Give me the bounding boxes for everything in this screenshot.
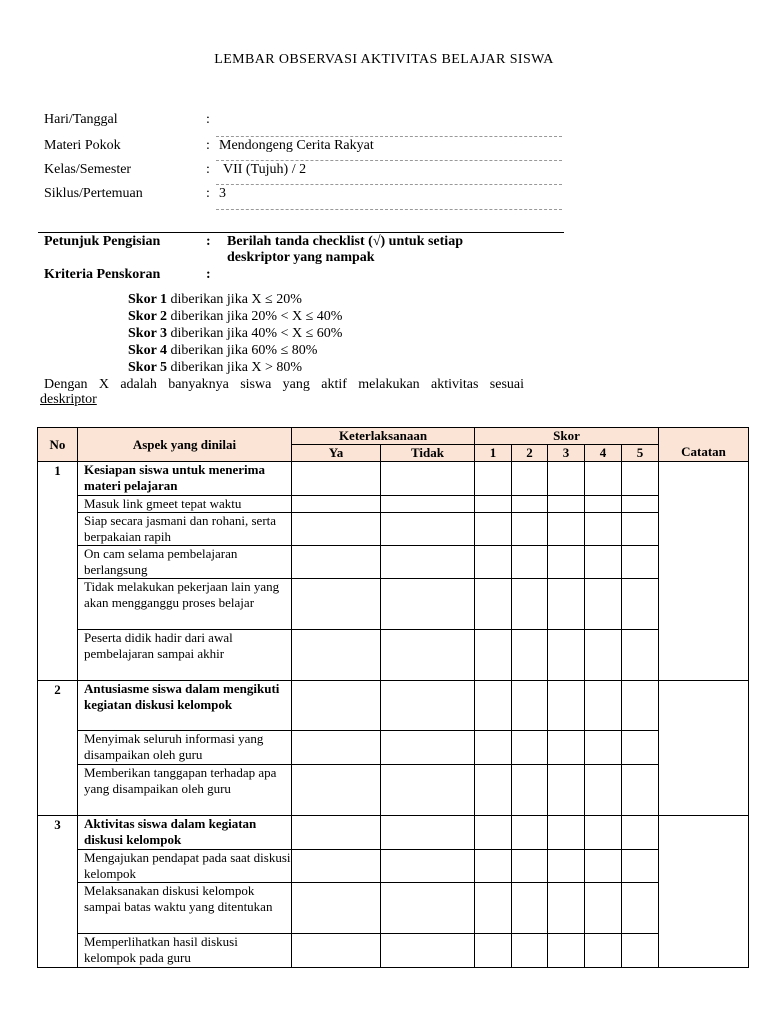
skor-cell[interactable]	[585, 462, 622, 496]
header-skor: Skor	[475, 428, 659, 445]
skor-cell[interactable]	[622, 630, 659, 681]
skor-cell[interactable]	[622, 765, 659, 816]
skor-cell[interactable]	[512, 765, 548, 816]
tidak-cell[interactable]	[381, 513, 475, 546]
skor-cell[interactable]	[548, 934, 585, 968]
skor-cell[interactable]	[548, 513, 585, 546]
skor-cell[interactable]	[475, 462, 512, 496]
table-row	[38, 883, 749, 934]
skor-cell[interactable]	[622, 513, 659, 546]
skor-cell[interactable]	[512, 579, 548, 630]
skor-cell[interactable]	[548, 546, 585, 579]
info-label-materi: Materi Pokok	[44, 138, 121, 153]
info-colon: :	[206, 267, 211, 282]
note-text-2: deskriptor	[40, 392, 97, 407]
dotted-line	[216, 160, 562, 161]
tidak-cell[interactable]	[381, 934, 475, 968]
score-criterion: Skor 2 diberikan jika 20% < X ≤ 40%	[128, 309, 343, 324]
descriptor-cell: Masuk link gmeet tepat waktu	[78, 496, 292, 513]
skor-cell[interactable]	[585, 496, 622, 513]
skor-cell[interactable]	[512, 850, 548, 883]
tidak-cell[interactable]	[381, 883, 475, 934]
descriptor-cell: Siap secara jasmani dan rohani, serta berpakaian rapih	[78, 513, 292, 546]
skor-cell[interactable]	[512, 934, 548, 968]
ya-cell[interactable]	[292, 513, 381, 546]
score-criterion: Skor 1 diberikan jika X ≤ 20%	[128, 292, 302, 307]
table-row	[38, 579, 749, 630]
skor-cell[interactable]	[622, 579, 659, 630]
ya-cell[interactable]	[292, 731, 381, 765]
skor-cell[interactable]	[548, 850, 585, 883]
table-row	[38, 462, 749, 496]
petunjuk-text-2: deskriptor yang nampak	[227, 250, 375, 265]
note-text: Dengan X adalah banyaknya siswa yang aktif melakukan aktivitas sesuai	[44, 377, 524, 392]
skor-cell[interactable]	[512, 883, 548, 934]
descriptor-cell: Menyimak seluruh informasi yang disampaikan oleh guru	[78, 731, 292, 765]
header-keterlaksanaan: Keterlaksanaan	[292, 428, 475, 445]
skor-cell[interactable]	[622, 546, 659, 579]
tidak-cell[interactable]	[381, 681, 475, 731]
aspect-cell: Antusiasme siswa dalam mengikuti kegiatan diskusi kelompok	[78, 681, 292, 731]
info-value-kelas: VII (Tujuh) / 2	[223, 162, 307, 177]
skor-cell[interactable]	[512, 496, 548, 513]
skor-cell[interactable]	[475, 731, 512, 765]
descriptor-cell: Memperlihatkan hasil diskusi kelompok pada guru	[78, 934, 292, 968]
ya-cell[interactable]	[292, 462, 381, 496]
info-label-siklus: Siklus/Pertemuan	[44, 186, 143, 201]
skor-cell[interactable]	[548, 496, 585, 513]
tidak-cell[interactable]	[381, 816, 475, 850]
skor-cell[interactable]	[622, 850, 659, 883]
skor-cell[interactable]	[512, 462, 548, 496]
skor-cell[interactable]	[622, 496, 659, 513]
tidak-cell[interactable]	[381, 496, 475, 513]
header-tidak: Tidak	[381, 445, 475, 462]
skor-cell[interactable]	[548, 883, 585, 934]
row-no: 1	[38, 462, 78, 681]
skor-cell[interactable]	[475, 934, 512, 968]
dotted-line	[216, 136, 562, 137]
page-title: LEMBAR OBSERVASI AKTIVITAS BELAJAR SISWA	[214, 52, 554, 67]
header-ya: Ya	[292, 445, 381, 462]
row-no: 2	[38, 681, 78, 816]
skor-cell[interactable]	[512, 731, 548, 765]
skor-cell[interactable]	[585, 630, 622, 681]
row-no: 3	[38, 816, 78, 968]
catatan-cell[interactable]	[659, 462, 749, 681]
skor-cell[interactable]	[622, 816, 659, 850]
skor-cell[interactable]	[512, 681, 548, 731]
skor-cell[interactable]	[585, 883, 622, 934]
header-skor-3: 3	[548, 445, 585, 462]
skor-cell[interactable]	[475, 579, 512, 630]
skor-cell[interactable]	[622, 934, 659, 968]
skor-cell[interactable]	[548, 816, 585, 850]
skor-cell[interactable]	[475, 765, 512, 816]
dotted-line	[216, 184, 562, 185]
skor-cell[interactable]	[512, 513, 548, 546]
skor-cell[interactable]	[585, 765, 622, 816]
table-row	[38, 630, 749, 681]
tidak-cell[interactable]	[381, 546, 475, 579]
skor-cell[interactable]	[585, 816, 622, 850]
info-colon: :	[206, 186, 210, 201]
ya-cell[interactable]	[292, 546, 381, 579]
info-colon: :	[206, 138, 210, 153]
tidak-cell[interactable]	[381, 731, 475, 765]
ya-cell[interactable]	[292, 816, 381, 850]
aspect-cell: Kesiapan siswa untuk menerima materi pelajaran	[78, 462, 292, 496]
skor-cell[interactable]	[475, 630, 512, 681]
skor-cell[interactable]	[548, 630, 585, 681]
skor-cell[interactable]	[475, 883, 512, 934]
tidak-cell[interactable]	[381, 765, 475, 816]
ya-cell[interactable]	[292, 681, 381, 731]
info-colon: :	[206, 162, 210, 177]
table-row	[38, 816, 749, 850]
skor-cell[interactable]	[475, 496, 512, 513]
ya-cell[interactable]	[292, 579, 381, 630]
skor-cell[interactable]	[548, 765, 585, 816]
descriptor-cell: Tidak melakukan pekerjaan lain yang akan mengganggu proses belajar	[78, 579, 292, 630]
descriptor-cell: On cam selama pembelajaran berlangsung	[78, 546, 292, 579]
skor-cell[interactable]	[475, 681, 512, 731]
skor-cell[interactable]	[548, 462, 585, 496]
ya-cell[interactable]	[292, 850, 381, 883]
catatan-cell[interactable]	[659, 816, 749, 968]
skor-cell[interactable]	[622, 731, 659, 765]
catatan-cell[interactable]	[659, 681, 749, 816]
header-aspek: Aspek yang dinilai	[78, 428, 292, 462]
descriptor-cell: Mengajukan pendapat pada saat diskusi kelompok	[78, 850, 292, 883]
skor-cell[interactable]	[585, 681, 622, 731]
skor-cell[interactable]	[585, 850, 622, 883]
table-row	[38, 934, 749, 968]
kriteria-label: Kriteria Penskoran	[44, 267, 161, 282]
tidak-cell[interactable]	[381, 462, 475, 496]
skor-cell[interactable]	[475, 816, 512, 850]
ya-cell[interactable]	[292, 883, 381, 934]
score-criterion: Skor 3 diberikan jika 40% < X ≤ 60%	[128, 326, 343, 341]
header-no: No	[38, 428, 78, 462]
skor-cell[interactable]	[585, 934, 622, 968]
skor-cell[interactable]	[512, 816, 548, 850]
petunjuk-label: Petunjuk Pengisian	[44, 234, 161, 249]
header-skor-1: 1	[475, 445, 512, 462]
score-criterion: Skor 4 diberikan jika 60% ≤ 80%	[128, 343, 318, 358]
aspect-cell: Aktivitas siswa dalam kegiatan diskusi kelompok	[78, 816, 292, 850]
table-row	[38, 546, 749, 579]
info-colon: :	[206, 112, 210, 127]
tidak-cell[interactable]	[381, 630, 475, 681]
info-label-hari: Hari/Tanggal	[44, 112, 118, 127]
table-row	[38, 496, 749, 513]
table-row	[38, 850, 749, 883]
dotted-line	[216, 209, 562, 210]
skor-cell[interactable]	[548, 731, 585, 765]
skor-cell[interactable]	[585, 513, 622, 546]
divider	[38, 232, 564, 233]
skor-cell[interactable]	[475, 546, 512, 579]
ya-cell[interactable]	[292, 496, 381, 513]
skor-cell[interactable]	[475, 513, 512, 546]
skor-cell[interactable]	[548, 579, 585, 630]
tidak-cell[interactable]	[381, 850, 475, 883]
skor-cell[interactable]	[475, 850, 512, 883]
table-row	[38, 681, 749, 731]
info-value-materi: Mendongeng Cerita Rakyat	[219, 138, 374, 153]
skor-cell[interactable]	[585, 731, 622, 765]
skor-cell[interactable]	[512, 630, 548, 681]
petunjuk-text-1: Berilah tanda checklist (√) untuk setiap	[227, 234, 463, 249]
skor-cell[interactable]	[622, 681, 659, 731]
header-skor-4: 4	[585, 445, 622, 462]
header-skor-2: 2	[512, 445, 548, 462]
skor-cell[interactable]	[585, 546, 622, 579]
table-row	[38, 513, 749, 546]
info-colon: :	[206, 234, 211, 249]
tidak-cell[interactable]	[381, 579, 475, 630]
descriptor-cell: Peserta didik hadir dari awal pembelajaran sampai akhir	[78, 630, 292, 681]
skor-cell[interactable]	[622, 462, 659, 496]
ya-cell[interactable]	[292, 934, 381, 968]
skor-cell[interactable]	[585, 579, 622, 630]
skor-cell[interactable]	[622, 883, 659, 934]
ya-cell[interactable]	[292, 630, 381, 681]
table-row	[38, 765, 749, 816]
skor-cell[interactable]	[512, 546, 548, 579]
score-criterion: Skor 5 diberikan jika X > 80%	[128, 360, 303, 375]
header-skor-5: 5	[622, 445, 659, 462]
skor-cell[interactable]	[548, 681, 585, 731]
table-row	[38, 731, 749, 765]
descriptor-cell: Memberikan tanggapan terhadap apa yang disampaikan oleh guru	[78, 765, 292, 816]
header-catatan: Catatan	[659, 428, 749, 462]
observation-table	[37, 427, 749, 968]
ya-cell[interactable]	[292, 765, 381, 816]
info-value-siklus: 3	[219, 186, 226, 201]
descriptor-cell: Melaksanakan diskusi kelompok sampai batas waktu yang ditentukan	[78, 883, 292, 934]
info-label-kelas: Kelas/Semester	[44, 162, 132, 177]
